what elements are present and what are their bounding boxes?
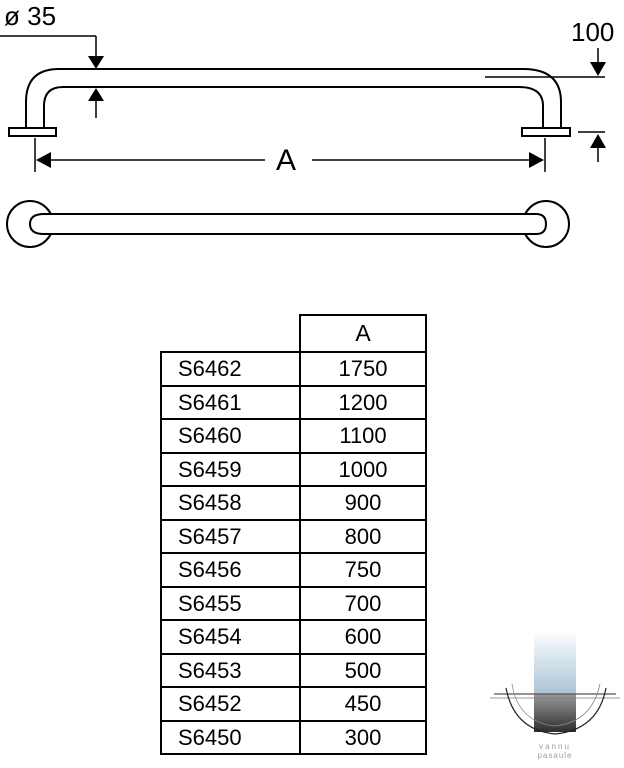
height-label: 100 <box>571 17 615 47</box>
table-row <box>161 352 426 386</box>
brand-logo-mark <box>486 630 624 750</box>
length-value-cell: 800 <box>300 520 426 554</box>
brand-logo-text-2: pasaule <box>537 751 573 760</box>
bar-outer-outline <box>26 69 561 128</box>
table-row <box>161 553 426 587</box>
right-base-plate <box>522 128 570 136</box>
table-corner <box>161 315 300 352</box>
brand-logo-text-1: vannu <box>539 742 571 751</box>
brand-logo <box>486 630 624 768</box>
model-code-cell: S6462 <box>161 352 300 386</box>
top-view-bar <box>30 214 546 234</box>
table-row <box>161 654 426 688</box>
model-code-cell: S6452 <box>161 687 300 721</box>
length-value-cell: 500 <box>300 654 426 688</box>
table-row <box>161 386 426 420</box>
length-value-cell: 1750 <box>300 352 426 386</box>
model-code-cell: S6450 <box>161 721 300 755</box>
diameter-label: ø 35 <box>4 1 57 31</box>
top-view <box>7 201 569 247</box>
model-code-cell: S6457 <box>161 520 300 554</box>
left-base-plate <box>9 128 56 136</box>
technical-drawing <box>0 0 624 300</box>
length-value-cell: 300 <box>300 721 426 755</box>
length-label: A <box>276 144 297 177</box>
length-value-cell: 600 <box>300 620 426 654</box>
length-value-cell: 700 <box>300 587 426 621</box>
spec-table <box>160 314 427 755</box>
model-code-cell: S6461 <box>161 386 300 420</box>
model-code-cell: S6458 <box>161 486 300 520</box>
length-value-cell: 750 <box>300 553 426 587</box>
diameter-dimension <box>0 36 104 118</box>
table-row <box>161 520 426 554</box>
model-code-cell: S6459 <box>161 453 300 487</box>
length-value-cell: 1100 <box>300 419 426 453</box>
table-body <box>161 352 426 754</box>
model-code-cell: S6455 <box>161 587 300 621</box>
model-code-cell: S6456 <box>161 553 300 587</box>
table-row <box>161 687 426 721</box>
model-code-cell: S6454 <box>161 620 300 654</box>
length-value-cell: 450 <box>300 687 426 721</box>
side-view <box>9 69 570 136</box>
table-row <box>161 587 426 621</box>
length-value-cell: 900 <box>300 486 426 520</box>
bar-inner-outline <box>44 87 543 128</box>
table-row <box>161 721 426 755</box>
table-row <box>161 453 426 487</box>
model-code-cell: S6453 <box>161 654 300 688</box>
table-row <box>161 486 426 520</box>
table-header-a: A <box>300 315 426 352</box>
table-header-row <box>161 315 426 352</box>
table-row <box>161 419 426 453</box>
length-value-cell: 1200 <box>300 386 426 420</box>
table-row <box>161 620 426 654</box>
length-value-cell: 1000 <box>300 453 426 487</box>
model-code-cell: S6460 <box>161 419 300 453</box>
